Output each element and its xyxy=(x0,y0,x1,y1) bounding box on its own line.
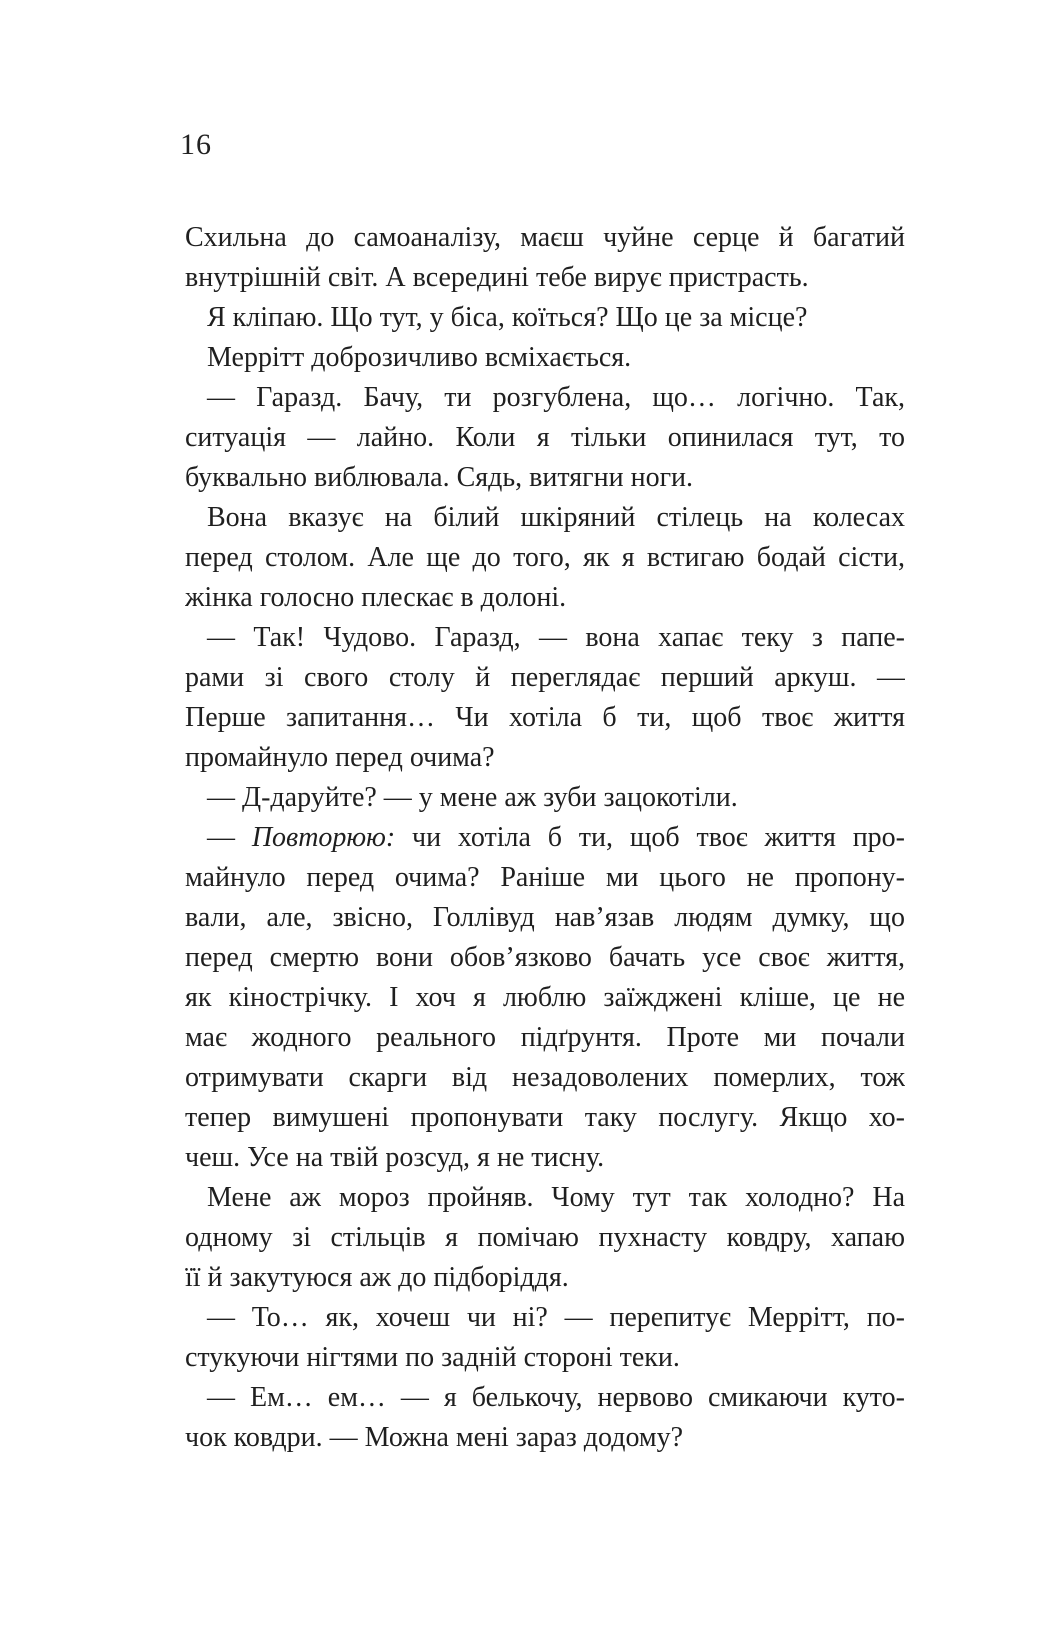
text-line: — Так! Чудово. Гаразд, — вона хапає теку з папе- xyxy=(207,622,905,653)
text-line: перед столом. Але ще до того, як я встигаю бодай сісти, xyxy=(185,542,905,573)
text-line: її й закутуюся аж до підборіддя. xyxy=(185,1262,569,1293)
text-line: Вона вказує на білий шкіряний стілець на колесах xyxy=(207,502,905,533)
paragraph xyxy=(185,1378,905,1458)
text-line: жінка голосно плескає в долоні. xyxy=(185,582,567,613)
paragraph xyxy=(185,298,905,338)
paragraph xyxy=(185,498,905,618)
text-line: Я кліпаю. Що тут, у біса, коїться? Що це за місце? xyxy=(207,302,808,333)
paragraph xyxy=(185,818,905,1178)
text-line: — Ем… ем… — я белькочу, нервово смикаючи куто- xyxy=(207,1382,905,1413)
paragraph xyxy=(185,338,905,378)
page-number: 16 xyxy=(180,128,212,161)
text-line: чеш. Усе на твій розсуд, я не тисну. xyxy=(185,1142,605,1173)
text-line: — То… як, хочеш чи ні? — перепитує Меррітт, по- xyxy=(207,1302,905,1333)
text-line: отримувати скарги від незадоволених померлих, тож xyxy=(185,1062,905,1093)
text-line: чок ковдри. — Можна мені зараз додому? xyxy=(185,1422,684,1453)
text-line: майнуло перед очима? Раніше ми цього не пропону- xyxy=(185,862,905,893)
paragraph xyxy=(185,618,905,778)
text-line: рами зі свого столу й переглядає перший аркуш. — xyxy=(185,662,905,693)
text-line: Меррітт доброзичливо всміхається. xyxy=(207,342,632,373)
text-line: як кінострічку. І хоч я люблю заїжджені кліше, це не xyxy=(185,982,905,1013)
text-line: тепер вимушені пропонувати таку послугу. Якщо хо- xyxy=(185,1102,905,1133)
text-line: — Гаразд. Бачу, ти розгублена, що… логічно. Так, xyxy=(207,382,905,413)
paragraph xyxy=(185,378,905,498)
text-line: внутрішній світ. А всередині тебе вирує пристрасть. xyxy=(185,262,809,293)
text-line: одному зі стільців я помічаю пухнасту ковдру, хапаю xyxy=(185,1222,905,1253)
text-line: промайнуло перед очима? xyxy=(185,742,495,773)
text-line: Перше запитання… Чи хотіла б ти, щоб твоє життя xyxy=(185,702,905,733)
text-line: — Повторюю: чи хотіла б ти, щоб твоє життя про- xyxy=(207,822,905,853)
text-line: стукуючи нігтями по задній стороні теки. xyxy=(185,1342,680,1373)
text-line: має жодного реального підґрунтя. Проте ми почали xyxy=(185,1022,905,1053)
text-line: Схильна до самоаналізу, маєш чуйне серце й багатий xyxy=(185,222,905,253)
text-line: Мене аж мороз пройняв. Чому тут так холодно? На xyxy=(207,1182,905,1213)
body-text xyxy=(185,218,905,1458)
text-line: — Д-даруйте? — у мене аж зуби зацокотіли. xyxy=(207,782,738,813)
paragraph xyxy=(185,778,905,818)
text-line: перед смертю вони обов’язково бачать усе своє життя, xyxy=(185,942,905,973)
text-line: вали, але, звісно, Голлівуд нав’язав людям думку, що xyxy=(185,902,905,933)
text-line: ситуація — лайно. Коли я тільки опинилася тут, то xyxy=(185,422,905,453)
paragraph xyxy=(185,1298,905,1378)
paragraph xyxy=(185,218,905,298)
text-line: буквально виблювала. Сядь, витягни ноги. xyxy=(185,462,694,493)
paragraph xyxy=(185,1178,905,1298)
